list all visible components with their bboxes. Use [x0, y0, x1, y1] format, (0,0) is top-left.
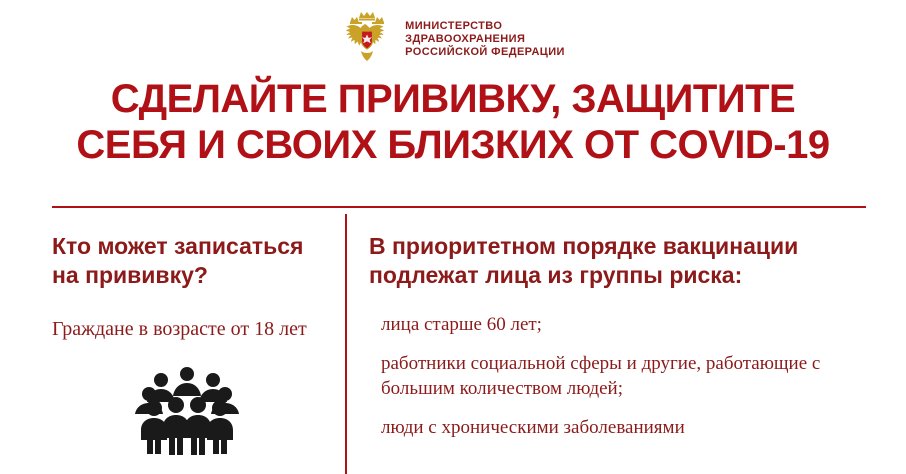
ministry-line-2: ЗДРАВООХРАНЕНИЯ [405, 32, 526, 45]
vertical-divider [345, 214, 347, 474]
ministry-name [405, 20, 565, 59]
left-column [0, 214, 345, 474]
right-column [345, 214, 906, 474]
ministry-line-3: РОССИЙСКОЙ ФЕДЕРАЦИИ [405, 45, 565, 58]
list-item: люди с хроническими заболеваниями [381, 417, 685, 438]
page-title [0, 76, 906, 168]
list-item: работники социальной сферы и другие, работающие с большим количеством людей; [381, 353, 821, 399]
page-title-line-1: СДЕЛАЙТЕ ПРИВИВКУ, ЗАЩИТИТЕ [110, 77, 796, 121]
ministry-line-1: МИНИСТЕРСТВО [405, 19, 503, 32]
ministry-header [0, 0, 906, 64]
content-columns [0, 214, 906, 474]
page-title-line-2: СЕБЯ И СВОИХ БЛИЗКИХ ОТ COVID-19 [76, 123, 830, 167]
horizontal-divider [52, 206, 866, 208]
left-subtext: Граждане в возрасте от 18 лет [52, 318, 307, 340]
group-of-people-icon [131, 358, 243, 456]
left-heading: Кто может записаться на прививку? [52, 233, 304, 288]
russian-coat-of-arms-icon [341, 11, 393, 67]
list-item: лица старше 60 лет; [381, 314, 542, 335]
people-icon-wrapper [52, 358, 321, 456]
risk-group-list [369, 312, 866, 440]
right-heading: В приоритетном порядке вакцинации подлежат лица из группы риска: [369, 233, 799, 288]
